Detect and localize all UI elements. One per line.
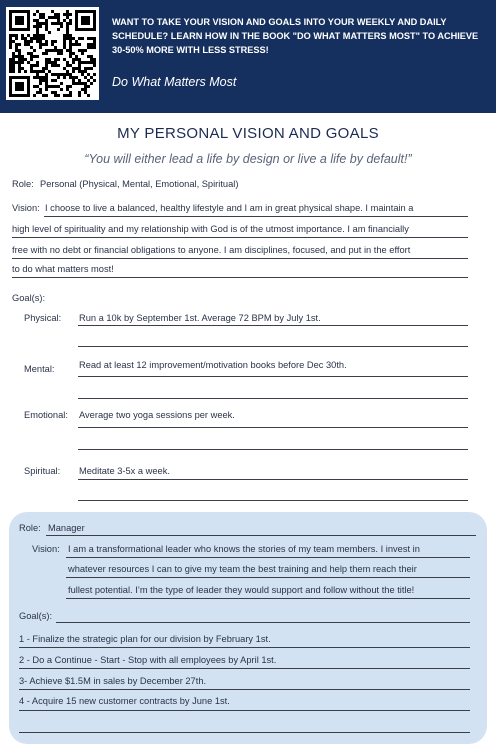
goal-underline [78,325,468,326]
professional-goal-item: 1 - Finalize the strategic plan for our division by February 1st. [19,634,271,644]
goal-underline [78,449,468,450]
professional-vision-line: I am a transformational leader who knows the stories of my team members. I invest in [68,544,420,554]
role-underline [46,535,476,536]
goal-category-mental: Mental: [24,364,55,374]
goal-underline [56,622,470,623]
banner-subtitle: Do What Matters Most [112,75,237,89]
goal-text-emotional: Average two yoga sessions per week. [79,410,235,420]
goal-category-physical: Physical: [24,313,62,323]
goal-underline [19,689,470,690]
page-quote: “You will either lead a life by design or live a life by default!” [84,152,412,166]
goal-category-emotional: Emotional: [24,410,68,420]
goal-underline [19,668,470,669]
personal-vision-line: I choose to live a balanced, healthy lifestyle and I am in great physical shape. I maintain a [45,203,414,213]
goal-underline [78,500,468,501]
personal-vision-label: Vision: [12,203,40,213]
goal-underline [19,647,470,648]
vision-underline [12,258,468,259]
goal-underline [78,479,468,480]
professional-goal-item: 4 - Acquire 15 new customer contracts by June 1st. [19,696,230,706]
promo-banner [0,0,496,113]
vision-underline [44,216,468,217]
banner-headline: WANT TO TAKE YOUR VISION AND GOALS INTO YOUR WEEKLY AND DAILY SCHEDULE? LEARN HOW IN THE BOOK "DO WHAT MATTERS MOST" TO ACHIEVE 30-50% MORE WITH LESS STRESS! [112,17,479,55]
personal-goals-label: Goal(s): [12,293,46,303]
professional-role-value: Manager [48,523,85,533]
goal-underline [19,732,470,733]
personal-role-label: Role: [12,179,34,189]
vision-underline [66,598,470,599]
professional-vision-line: whatever resources I can to give my team the best training and help them reach their [68,564,417,574]
page-title: MY PERSONAL VISION AND GOALS [117,125,379,142]
vision-underline [66,557,470,558]
goal-underline [78,427,468,428]
personal-role-value: Personal (Physical, Mental, Emotional, Spiritual) [40,179,239,189]
professional-role-label: Role: [19,523,41,533]
professional-goal-item: 2 - Do a Continue - Start - Stop with all employees by April 1st. [19,655,277,665]
goal-underline [19,710,470,711]
professional-vision-line: fullest potential. I’m the type of leader they would support and follow without the title! [68,585,415,595]
goal-text-physical: Run a 10k by September 1st. Average 72 BPM by July 1st. [79,313,321,323]
professional-vision-label: Vision: [32,544,60,554]
vision-underline [66,577,470,578]
vision-underline [12,237,468,238]
goal-category-spiritual: Spiritual: [24,466,61,476]
professional-goals-label: Goal(s): [19,611,53,621]
goal-text-mental: Read at least 12 improvement/motivation books before Dec 30th. [79,360,347,370]
professional-goal-item: 3- Achieve $1.5M in sales by December 27th. [19,676,207,686]
personal-vision-line: free with no debt or financial obligations to anyone. I am disciplines, focused, and put in the effort [12,245,411,255]
qr-code-icon[interactable] [6,7,99,100]
personal-vision-line: high level of spirituality and my relationship with God is of the utmost importance. I am financially [12,224,409,234]
vision-underline [12,277,468,278]
goal-text-spiritual: Meditate 3-5x a week. [79,466,170,476]
goal-underline [78,346,468,347]
personal-vision-line: to do what matters most! [12,264,114,274]
goal-underline [78,376,468,377]
goal-underline [78,398,468,399]
